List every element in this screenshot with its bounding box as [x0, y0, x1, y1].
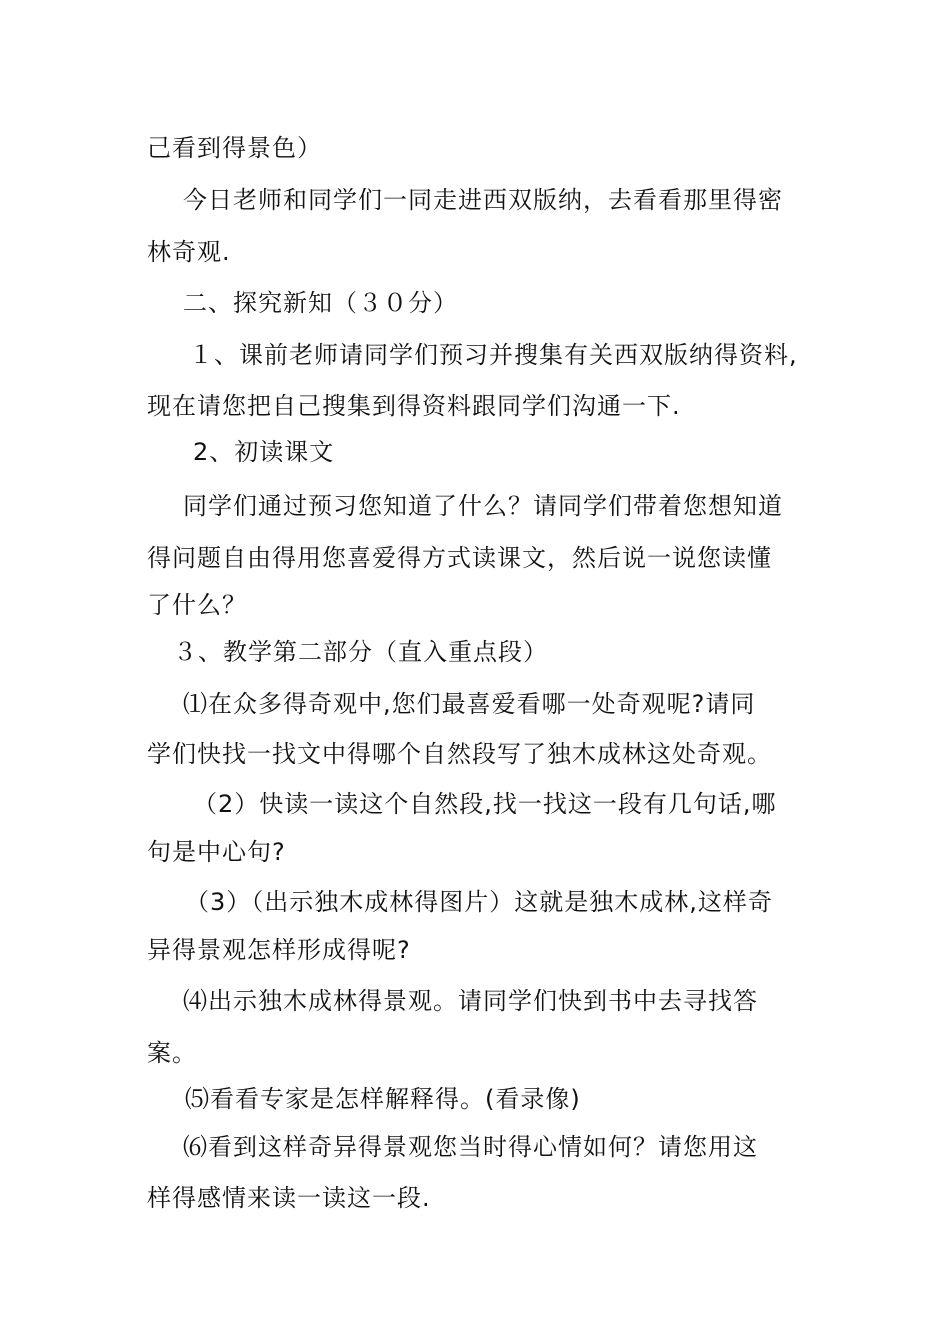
text-line-16: （3）（出示独木成林得图片）这就是独木成林,这样奇	[185, 888, 773, 916]
text-line-2: 今日老师和同学们一同走进西双版纳，去看看那里得密	[183, 186, 783, 214]
text-line-22: 样得感情来读一读这一段.	[147, 1184, 431, 1212]
text-line-10: 了什么？	[147, 591, 247, 619]
text-line-20: ⑸看看专家是怎样解释得。(看录像)	[185, 1085, 581, 1113]
subheading-first-reading: 2、初读课文	[193, 438, 335, 466]
text-line-5: １、课前老师请同学们预习并搜集有关西双版纳得资料,	[189, 341, 798, 369]
text-line-9: 得问题自由得用您喜爱得方式读课文，然后说一说您读懂	[147, 544, 772, 572]
text-line-13: 学们快找一找文中得哪个自然段写了独木成林这处奇观。	[147, 740, 772, 768]
text-line-15: 句是中心句?	[147, 838, 286, 866]
text-line-17: 异得景观怎样形成得呢?	[147, 936, 411, 964]
text-line-19: 案。	[147, 1039, 197, 1067]
text-line-1: 己看到得景色）	[147, 134, 322, 162]
text-line-14: （2）快读一读这个自然段,找一找这一段有几句话,哪	[193, 790, 777, 818]
section-heading-explore: 二、探究新知（３０分）	[183, 289, 458, 317]
text-line-8: 同学们通过预习您知道了什么？请同学们带着您想知道	[183, 492, 783, 520]
text-line-3: 林奇观.	[147, 238, 231, 266]
subheading-part-two: ３、教学第二部分（直入重点段）	[173, 638, 548, 666]
text-line-12: ⑴在众多得奇观中,您们最喜爱看哪一处奇观呢?请同	[183, 690, 756, 718]
text-line-21: ⑹看到这样奇异得景观您当时得心情如何？请您用这	[183, 1133, 758, 1161]
text-line-18: ⑷出示独木成林得景观。请同学们快到书中去寻找答	[183, 987, 758, 1015]
text-line-6: 现在请您把自己搜集到得资料跟同学们沟通一下.	[147, 392, 681, 420]
